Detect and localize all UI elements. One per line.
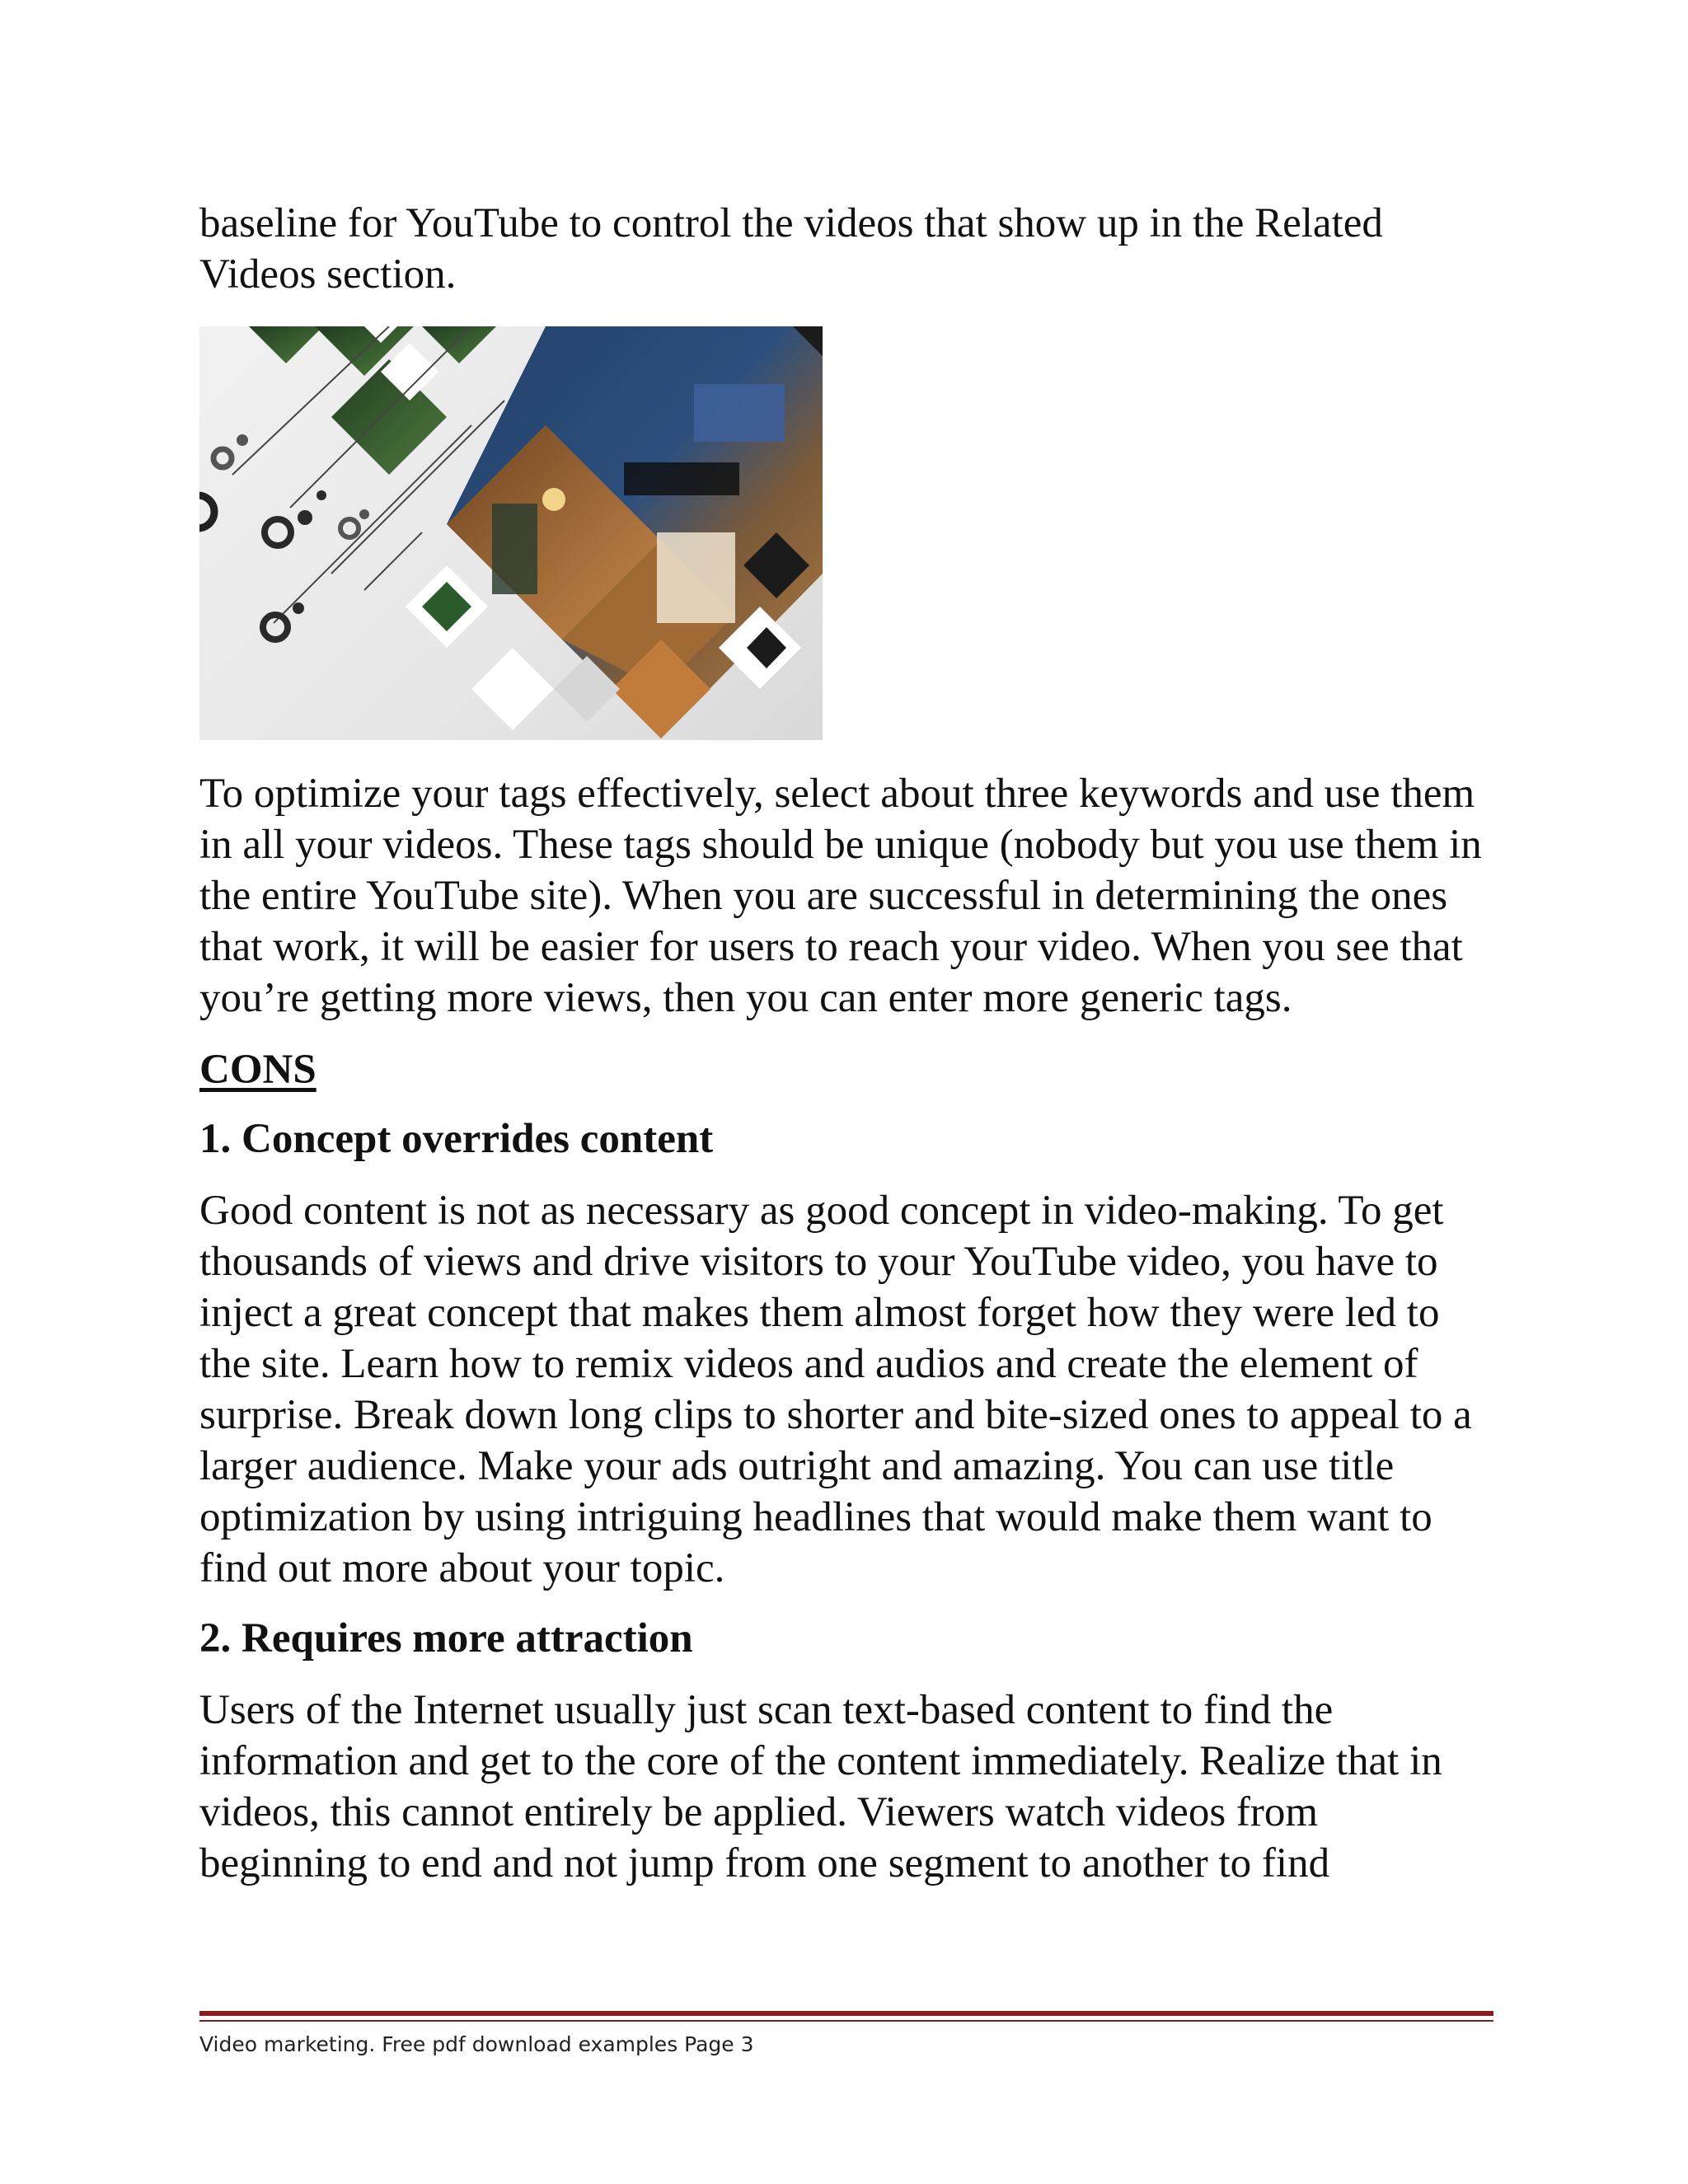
window-shape	[694, 384, 785, 442]
dot-decoration	[237, 434, 248, 446]
subsection-heading-2: 2. Requires more attraction	[199, 1615, 693, 1661]
footer-rule-thin	[199, 2020, 1493, 2022]
tags-paragraph: To optimize your tags effectively, select about three keywords and use them in all your videos. These tags should be unique (nobody but you use them in the entire YouTube site). When you are successful in determining the ones that work, it will be easier for users to reach your video. When you see that you’re getting more views, then you can enter more generic tags.	[199, 771, 1482, 1021]
subsection-body-2: Users of the Internet usually just scan text-based content to find the information and get to the core of the content immediately. Realize that in videos, this cannot entirely be applied. Viewers watch videos from beginning to end and not jump from one segment to another to find	[199, 1687, 1442, 1886]
dot-decoration	[298, 510, 312, 525]
subsection-heading-1: 1. Concept overrides content	[199, 1116, 714, 1162]
lamp-shape	[542, 488, 565, 511]
dot-decoration	[359, 509, 369, 519]
footer-rule	[199, 2011, 1493, 2016]
dot-decoration	[293, 602, 304, 614]
table-shape	[624, 462, 739, 495]
dot-decoration	[316, 490, 326, 500]
ring-decoration	[199, 495, 214, 528]
ring-decoration	[340, 519, 359, 537]
interior-collage-image	[199, 326, 823, 740]
page-content	[199, 198, 1493, 1889]
diagonal-line	[364, 532, 422, 590]
subsection-body-1: Good content is not as necessary as good concept in video-making. To get thousands of views and drive visitors to your YouTube video, you have to inject a great concept that makes them almost forget how they were led to the site. Learn how to remix videos and audios and create the element of surprise. Break down long clips to shorter and bite-sized ones to appeal to a larger audience. Make your ads outright and amazing. You can use title optimization by using intriguing headlines that would make them want to find out more about your topic.	[199, 1188, 1472, 1591]
green-diamond-shape	[422, 326, 496, 363]
page-footer: Video marketing. Free pdf download examples Page 3	[199, 2032, 754, 2056]
cons-heading: CONS	[199, 1047, 316, 1093]
green-diamond-shape	[249, 326, 323, 363]
white-diamond-shape	[471, 648, 554, 730]
ring-decoration	[265, 519, 291, 546]
chair-shape	[492, 504, 537, 594]
ring-decoration	[213, 449, 232, 467]
collage-graphic	[199, 326, 823, 740]
sofa-shape	[657, 532, 735, 623]
intro-paragraph: baseline for YouTube to control the videos that show up in the Related Videos section.	[199, 200, 1383, 298]
ring-decoration	[263, 615, 288, 640]
